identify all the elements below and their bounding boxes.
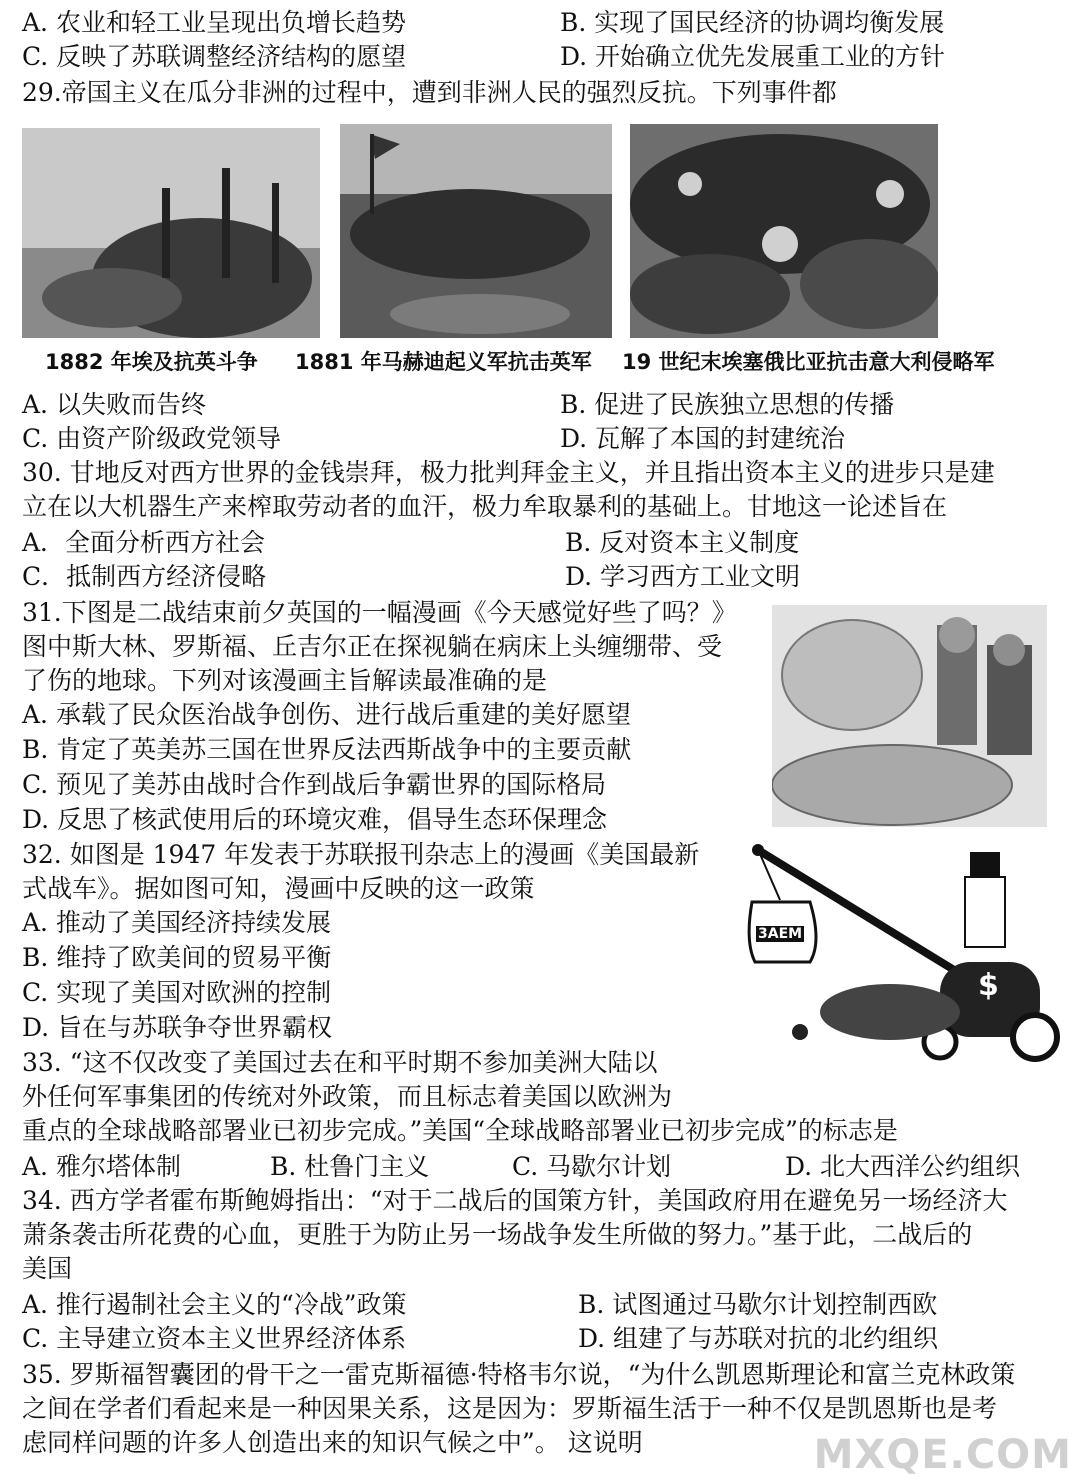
war-chariot-cartoon <box>740 842 1060 1064</box>
q30-line-1: 30. 甘地反对西方世界的金钱崇拜，极力批判拜金主义，并且指出资本主义的进步只是建 <box>22 458 995 487</box>
q28-option-c: C. 反映了苏联调整经济结构的愿望 <box>22 42 407 71</box>
q34-option-b: B. 试图通过马歇尔计划控制西欧 <box>578 1290 938 1319</box>
q29-option-a: A. 以失败而告终 <box>22 390 206 419</box>
q31-option-b: B. 肯定了英美苏三国在世界反法西斯战争中的主要贡献 <box>22 735 632 764</box>
q34-option-a: A. 推行遏制社会主义的“冷战”政策 <box>22 1290 407 1319</box>
q34-line-1: 34. 西方学者霍布斯鲍姆指出：“对于二战后的国策方针，美国政府用在避免另一场经济大 <box>22 1186 1008 1215</box>
caption-mahdi: 1881 年马赫迪起义军抗击英军 <box>295 350 592 374</box>
q33-option-a: A. 雅尔塔体制 <box>22 1152 181 1181</box>
q30-line-2: 立在以大机器生产来榨取劳动者的血汗，极力牟取暴利的基础上。甘地这一论述旨在 <box>22 492 948 521</box>
q34-option-c: C. 主导建立资本主义世界经济体系 <box>22 1324 407 1353</box>
q31-option-d: D. 反思了核武使用后的环境灾难，倡导生态环保理念 <box>22 805 608 834</box>
mahdi-uprising-photo <box>340 124 612 338</box>
q31-option-a: A. 承载了民众医治战争创伤、进行战后重建的美好愿望 <box>22 700 631 729</box>
q31-line-2: 图中斯大林、罗斯福、丘吉尔正在探视躺在病床上头缠绷带、受 <box>22 632 723 661</box>
q33-line-1: 33. “这不仅改变了美国过去在和平时期不参加美洲大陆以 <box>22 1048 658 1077</box>
q32-line-1: 32. 如图是 1947 年发表于苏联报刊杂志上的漫画《美国最新 <box>22 840 700 869</box>
q31-option-c: C. 预见了美苏由战时合作到战后争霸世界的国际格局 <box>22 770 607 799</box>
q34-option-d: D. 组建了与苏联对抗的北约组织 <box>578 1324 939 1353</box>
q30-option-c: C．抵制西方经济侵略 <box>22 562 267 591</box>
q29-stem: 29.帝国主义在瓜分非洲的过程中，遭到非洲人民的强烈反抗。下列事件都 <box>22 78 837 107</box>
q28-option-b: B. 实现了国民经济的协调均衡发展 <box>560 8 945 37</box>
q35-line-1: 35. 罗斯福智囊团的骨干之一雷克斯福德·特格韦尔说，“为什么凯恩斯理论和富兰克林政策 <box>22 1360 1016 1389</box>
q32-option-a: A. 推动了美国经济持续发展 <box>22 908 331 937</box>
q32-line-2: 式战车》。据如图可知，漫画中反映的这一政策 <box>22 874 535 903</box>
q31-line-1: 31.下图是二战结束前夕英国的一幅漫画《今天感觉好些了吗？》 <box>22 598 737 627</box>
site-watermark-logo: MXQE.COM <box>813 1432 1072 1478</box>
caption-ethiopia: 19 世纪末埃塞俄比亚抗击意大利侵略军 <box>622 350 995 374</box>
sick-earth-cartoon <box>772 605 1047 827</box>
q30-option-a: A．全面分析西方社会 <box>22 528 266 557</box>
q34-line-3: 美国 <box>22 1254 73 1283</box>
q29-option-c: C. 由资产阶级政党领导 <box>22 424 282 453</box>
q30-option-d: D. 学习西方工业文明 <box>565 562 801 591</box>
q31-line-3: 了伤的地球。下列对该漫画主旨解读最准确的是 <box>22 666 548 695</box>
q32-option-c: C. 实现了美国对欧洲的控制 <box>22 978 332 1007</box>
q33-line-2: 外任何军事集团的传统对外政策，而且标志着美国以欧洲为 <box>22 1082 673 1111</box>
q29-option-d: D. 瓦解了本国的封建统治 <box>560 424 846 453</box>
q29-option-b: B. 促进了民族独立思想的传播 <box>560 390 895 419</box>
q30-option-b: B. 反对资本主义制度 <box>565 528 800 557</box>
q33-option-b: B. 杜鲁门主义 <box>270 1152 430 1181</box>
q32-option-d: D. 旨在与苏联争夺世界霸权 <box>22 1013 333 1042</box>
cartoon-bag-label: 3AEM <box>758 926 803 942</box>
q28-option-a: A. 农业和轻工业呈现出负增长趋势 <box>22 8 406 37</box>
q28-option-d: D. 开始确立优先发展重工业的方针 <box>560 42 946 71</box>
q33-line-3: 重点的全球战略部署业已初步完成。”美国“全球战略部署业已初步完成”的标志是 <box>22 1116 898 1145</box>
q35-line-2: 之间在学者们看起来是一种因果关系，这是因为：罗斯福生活于一种不仅是凯恩斯也是考 <box>22 1394 998 1423</box>
q33-option-d: D. 北大西洋公约组织 <box>785 1152 1021 1181</box>
cartoon-dollar-sign: $ <box>978 968 999 1003</box>
q33-option-c: C. 马歇尔计划 <box>512 1152 672 1181</box>
q35-line-3: 虑同样问题的许多人创造出来的知识气候之中”。 这说明 <box>22 1428 643 1457</box>
caption-egypt: 1882 年埃及抗英斗争 <box>45 350 258 374</box>
q32-option-b: B. 维持了欧美间的贸易平衡 <box>22 943 332 972</box>
ethiopia-battle-photo <box>630 124 938 338</box>
q34-line-2: 萧条袭击所花费的心血，更胜于为防止另一场战争发生所做的努力。”基于此，二战后的 <box>22 1220 973 1249</box>
egypt-battle-photo <box>22 128 320 338</box>
